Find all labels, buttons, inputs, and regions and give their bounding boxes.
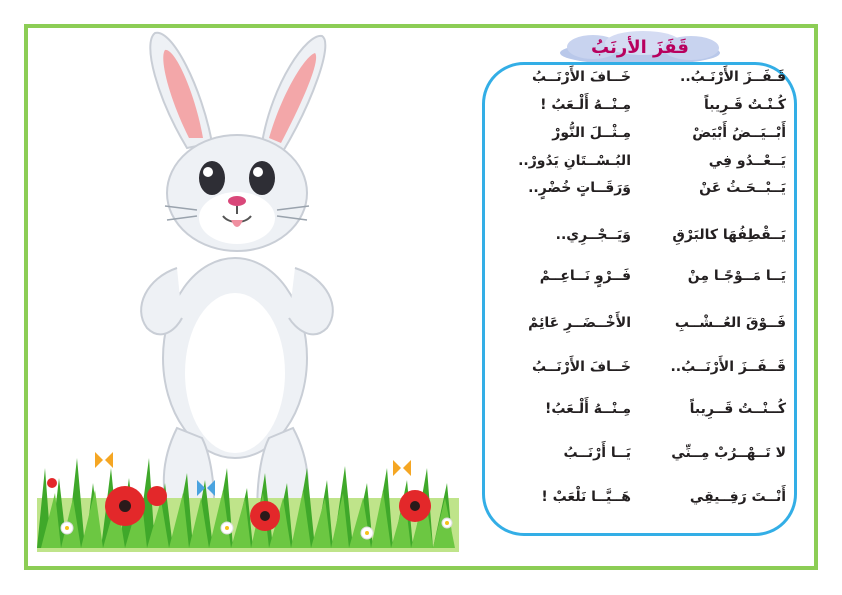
- verse-row: [496, 440, 786, 466]
- verse-row: [496, 484, 786, 510]
- verse-first-hemistich: يَــعْــدُو فِي: [708, 153, 786, 169]
- rabbit-nose: [228, 196, 246, 206]
- verse-first-hemistich: كُـنْـتُ قَـرِيباً: [703, 97, 786, 113]
- verse-first-hemistich: يَــا مَــوْجًـا مِنْ: [687, 268, 786, 284]
- rabbit-illustration: [37, 28, 459, 552]
- rabbit-left-arm: [141, 268, 182, 334]
- verse-second-hemistich: يَــا أَرْنَــبُ: [563, 445, 631, 461]
- poem-title: قَفَزَ الأرنَبُ: [591, 37, 689, 58]
- butterfly-icons: [95, 452, 411, 496]
- verse-row: [496, 263, 786, 289]
- verse-first-hemistich: قَــفَــزَ الأَرْنَــبُ..: [670, 359, 786, 375]
- verse-second-hemistich: خَــافَ الأَرْنَــبُ: [532, 359, 631, 375]
- verse-second-hemistich: فَــرْوٍ نَــاعِــمْ: [539, 268, 631, 284]
- verse-first-hemistich: أَبْــيَــضُ أَبْيَضْ: [692, 125, 786, 141]
- verse-second-hemistich: مِـثْــلَ النُّورْ: [552, 125, 631, 141]
- verse-first-hemistich: أَنْــتَ رَفِــيقِي: [689, 489, 786, 505]
- verse-second-hemistich: مِـنْــهُ أَلْـعَبُ !: [540, 97, 631, 113]
- verse-first-hemistich: لا تَــهْــرُبْ مِــنِّي: [671, 445, 786, 461]
- rabbit-belly: [185, 293, 285, 453]
- verse-row: [496, 354, 786, 380]
- verse-row: [496, 64, 786, 90]
- verse-second-hemistich: الأَخْــضَــرِ عَائِمْ: [528, 315, 631, 331]
- verse-row: [496, 120, 786, 146]
- verse-row: [496, 222, 786, 248]
- verse-first-hemistich: فَــوْقَ العُــشْــبِ: [674, 315, 786, 331]
- verse-second-hemistich: مِـنْــهُ أَلْـعَبُ!: [544, 401, 631, 417]
- verse-row: [496, 396, 786, 422]
- verse-second-hemistich: هَــيَّــا نَلْعَبْ !: [541, 489, 631, 505]
- verse-second-hemistich: خَــافَ الأَرْنَــبُ: [532, 69, 631, 85]
- rabbit-right-arm: [289, 268, 333, 334]
- verse-second-hemistich: البُـسْــتَانِ يَدُورْ..: [518, 153, 631, 169]
- verse-first-hemistich: يَــبْــحَـثُ عَنْ: [699, 180, 786, 196]
- verse-second-hemistich: وَرَقَــاتٍ خُضْرٍ..: [528, 180, 631, 196]
- verse-row: [496, 175, 786, 201]
- verse-row: [496, 92, 786, 118]
- verse-first-hemistich: كُــنْــتُ قَــرِيباً: [689, 401, 786, 417]
- verse-second-hemistich: وَيَــجْــرِي..: [555, 227, 631, 243]
- verse-row: [496, 310, 786, 336]
- verse-first-hemistich: يَــقْطِفُهَا كالبَرْقِ: [672, 227, 786, 243]
- verse-row: [496, 148, 786, 174]
- verse-first-hemistich: قَـفَــزَ الأَرْنَـبُ..: [680, 69, 786, 85]
